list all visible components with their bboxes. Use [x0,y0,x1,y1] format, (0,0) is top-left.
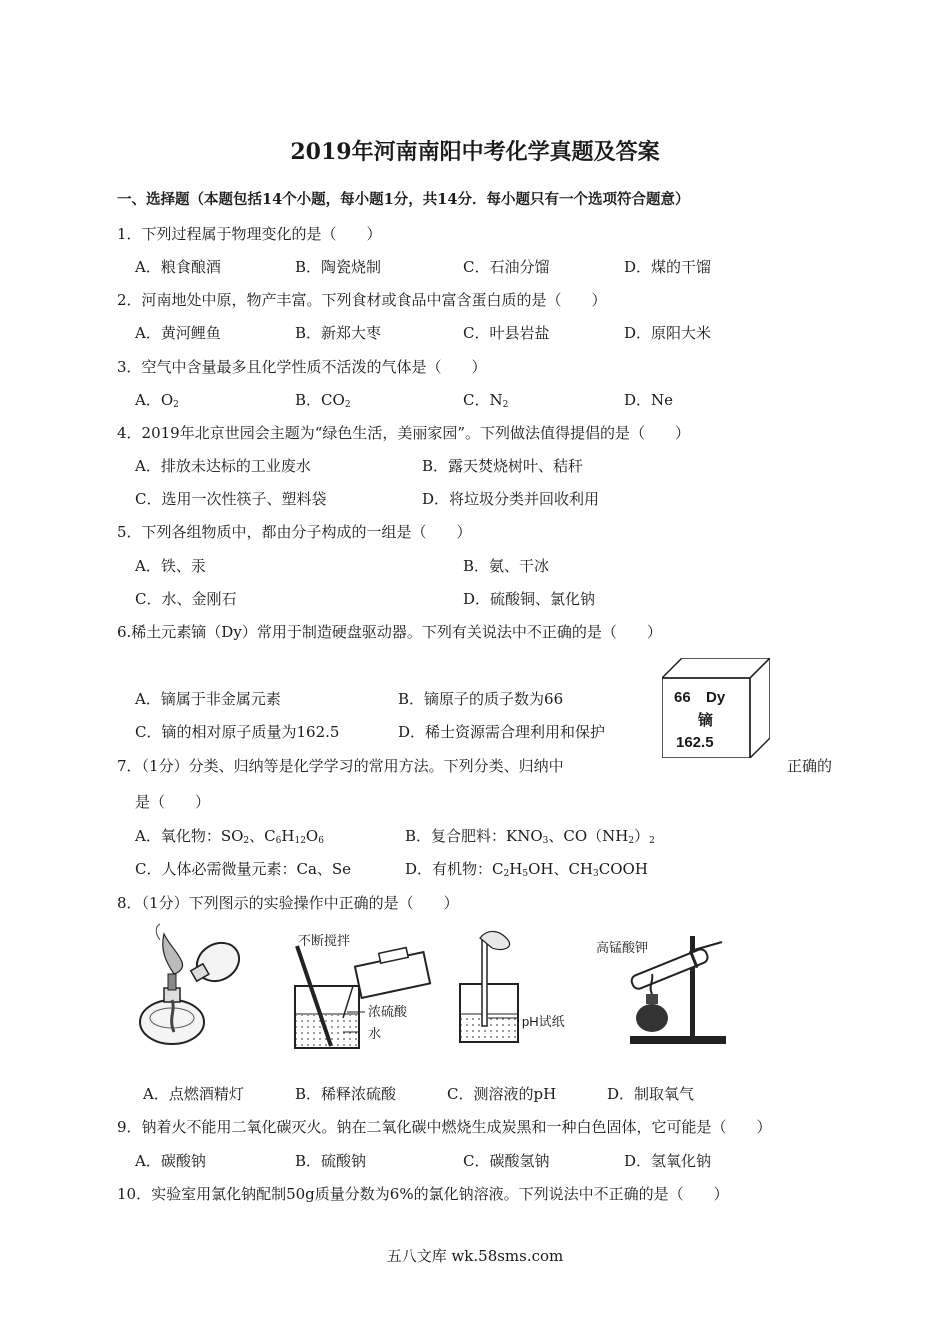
q8-option-b: B．稀释浓硫酸 [295,1085,397,1103]
q2-option-d: D．原阳大米 [624,324,712,342]
q4-option-b: B．露天焚烧树叶、秸秆 [422,457,584,475]
section-heading: 一、选择题（本题包括14个小题，每小题1分，共14分．每小题只有一个选项符合题意） [117,191,690,208]
question-7-stem: 7．（1分）分类、归纳等是化学学习的常用方法。下列分类、归纳中 [117,757,564,775]
figure-b-label-acid: 浓硫酸 [368,1004,408,1019]
element-symbol: Dy [706,689,726,706]
question-1-stem: 1．下列过程属于物理变化的是（ ） [117,225,382,243]
q4-option-c: C．选用一次性筷子、塑料袋 [135,490,327,508]
q9-option-a: A．碳酸钠 [135,1152,206,1170]
element-name: 镝 [698,711,714,729]
figure-d-label: 高锰酸钾 [596,940,649,955]
q7-option-b: B．复合肥料：$KNO_3$、$CO(NH_2)_2$ [405,827,655,846]
q1-option-b: B．陶瓷烧制 [295,258,382,276]
element-atomic-number: 66 [674,689,691,706]
figure-b-label-water: 水 [368,1026,382,1041]
q4-option-a: A．排放未达标的工业废水 [135,457,311,475]
q2-option-b: B．新郑大枣 [295,324,382,342]
question-7-stem-end: 是（ ） [135,793,211,811]
q6-option-c: C．镝的相对原子质量为162.5 [135,723,340,741]
q3-option-a: A．$O_2$ [135,391,179,410]
q1-option-c: C．石油分馏 [463,258,550,276]
question-7-stem-cont: 正确的 [787,757,833,775]
q7-option-a: A．氧化物：$SO_2$、$C_6H_{12}O_6$ [135,827,324,846]
q3-option-b: B．$CO_2$ [295,391,351,410]
q9-option-b: B．硫酸钠 [295,1152,367,1170]
page-title: 2019年河南南阳中考化学真题及答案 [290,139,660,165]
figure-c-label: pH试纸 [522,1014,565,1029]
figure-b-label-stir: 不断搅拌 [298,933,351,948]
question-8-stem: 8．（1分）下列图示的实验操作中正确的是（ ） [117,894,459,912]
q8-option-c: C．测溶液的pH [447,1085,557,1103]
q7-option-d: D．有机物：$C_2H_5OH$、$CH_3COOH$ [405,860,648,879]
q8-option-d: D．制取氧气 [607,1085,695,1103]
q2-option-a: A．黄河鲤鱼 [135,324,221,342]
q4-option-d: D．将垃圾分类并回收利用 [422,490,600,508]
q5-option-c: C．水、金刚石 [135,590,237,608]
question-10-stem: 10．实验室用氯化钠配制50g质量分数为6%的氯化钠溶液。下列说法中不正确的是（ ） [117,1185,729,1203]
q5-option-b: B．氨、干冰 [463,557,550,575]
q9-option-d: D．氢氧化钠 [624,1152,712,1170]
q6-option-a: A．镝属于非金属元素 [135,690,281,708]
question-3-stem: 3．空气中含量最多且化学性质不活泼的气体是（ ） [117,358,487,376]
q6-option-b: B．镝原子的质子数为66 [398,690,564,708]
q3-option-c: C．$N_2$ [463,391,509,410]
q5-option-d: D．硫酸铜、氯化钠 [463,590,596,608]
q7-option-c: C．人体必需微量元素：Ca、Se [135,860,352,878]
question-4-stem: 4．2019年北京世园会主题为“绿色生活，美丽家园”。下列做法值得提倡的是（ ） [117,424,691,442]
question-6-stem: 6.稀土元素镝（Dy）常用于制造硬盘驱动器。下列有关说法中不正确的是（ ） [117,623,662,641]
q6-option-d: D．稀士资源需合理利用和保护 [398,723,606,741]
q5-option-a: A．铁、汞 [135,557,206,575]
question-9-stem: 9．钠着火不能用二氧化碳灭火。钠在二氧化碳中燃烧生成炭黑和一种白色固体，它可能是（ ） [117,1118,772,1136]
q9-option-c: C．碳酸氢钠 [463,1152,550,1170]
q2-option-c: C．叶县岩盐 [463,324,550,342]
q1-option-a: A．粮食酿酒 [135,258,221,276]
question-5-stem: 5．下列各组物质中，都由分子构成的一组是（ ） [117,523,472,541]
element-atomic-mass: 162.5 [676,734,714,751]
q1-option-d: D．煤的干馏 [624,258,712,276]
q8-option-a: A．点燃酒精灯 [143,1085,244,1103]
page-footer: 五八文库 wk.58sms.com [386,1247,564,1265]
figure-a-alcohol-lamps [130,922,260,1052]
q3-option-d: D．Ne [624,391,674,409]
element-card-dysprosium [662,658,770,758]
figure-c-ph-test [452,926,532,1050]
question-2-stem: 2．河南地处中原，物产丰富。下列食材或食品中富含蛋白质的是（ ） [117,291,607,309]
